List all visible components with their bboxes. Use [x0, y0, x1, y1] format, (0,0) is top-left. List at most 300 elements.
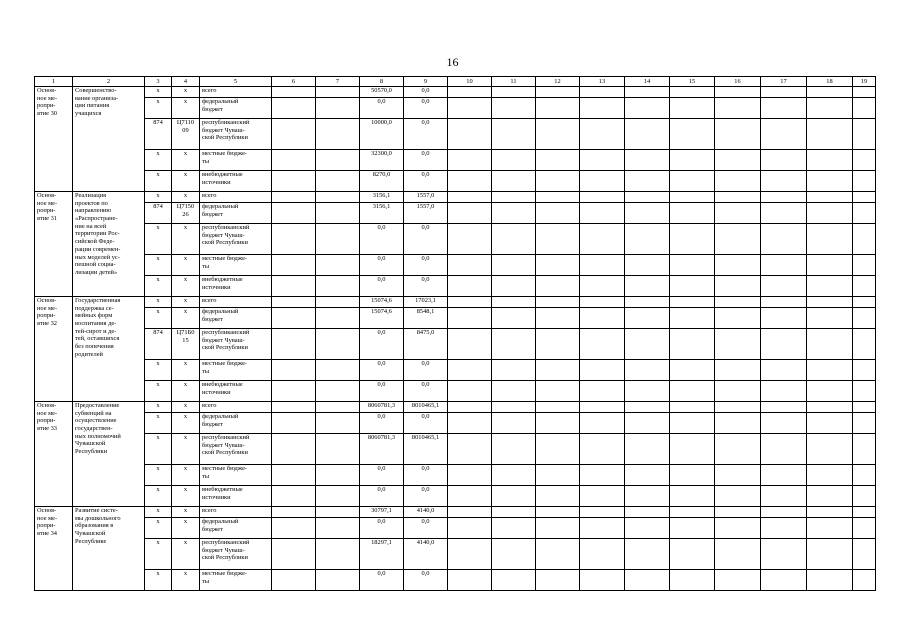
empty-cell: [448, 486, 492, 507]
target-article-cell: x: [172, 150, 200, 171]
empty-cell: [625, 486, 670, 507]
empty-cell: [316, 539, 360, 570]
year-value-cell: 8270,0: [360, 171, 404, 192]
year-value-cell: 15074,6: [360, 297, 404, 308]
empty-cell: [580, 486, 625, 507]
year-value-cell: 50570,0: [360, 87, 404, 98]
grbs-cell: x: [145, 255, 172, 276]
empty-cell: [670, 381, 715, 402]
event-number-cell: Основ- ное ме- ропри- ятие 30: [35, 87, 73, 192]
empty-cell: [807, 87, 853, 98]
year-value-cell: 0,0: [360, 255, 404, 276]
empty-cell: [536, 150, 580, 171]
empty-cell: [492, 539, 536, 570]
empty-cell: [272, 87, 316, 98]
target-article-cell: x: [172, 413, 200, 434]
empty-cell: [536, 171, 580, 192]
empty-cell: [853, 98, 876, 119]
year-value-cell: 0,0: [360, 413, 404, 434]
empty-cell: [272, 570, 316, 591]
table-row: [35, 224, 876, 255]
funding-source-cell: всего: [200, 192, 272, 203]
funding-source-cell: республиканский бюджет Чуваш- ской Республики: [200, 539, 272, 570]
empty-cell: [316, 255, 360, 276]
empty-cell: [492, 486, 536, 507]
empty-cell: [492, 381, 536, 402]
year-value-cell: 0,0: [360, 360, 404, 381]
empty-cell: [625, 434, 670, 465]
year-value-cell: 1557,0: [404, 203, 448, 224]
empty-cell: [536, 203, 580, 224]
empty-cell: [448, 381, 492, 402]
empty-cell: [625, 381, 670, 402]
table-row: [35, 465, 876, 486]
empty-cell: [492, 87, 536, 98]
empty-cell: [492, 434, 536, 465]
empty-cell: [492, 119, 536, 150]
grbs-cell: x: [145, 98, 172, 119]
year-value-cell: 3156,1: [360, 192, 404, 203]
empty-cell: [715, 203, 761, 224]
grbs-cell: x: [145, 507, 172, 518]
column-number: 10: [448, 77, 492, 87]
empty-cell: [670, 465, 715, 486]
empty-cell: [580, 276, 625, 297]
empty-cell: [448, 192, 492, 203]
funding-source-cell: республиканский бюджет Чуваш- ской Республики: [200, 119, 272, 150]
target-article-cell: x: [172, 381, 200, 402]
empty-cell: [761, 434, 807, 465]
empty-cell: [807, 255, 853, 276]
empty-cell: [316, 276, 360, 297]
year-value-cell: 4140,0: [404, 507, 448, 518]
empty-cell: [316, 486, 360, 507]
year-value-cell: 8060781,3: [360, 402, 404, 413]
funding-source-cell: республиканский бюджет Чуваш- ской Республики: [200, 329, 272, 360]
empty-cell: [670, 434, 715, 465]
grbs-cell: x: [145, 518, 172, 539]
empty-cell: [761, 276, 807, 297]
grbs-cell: x: [145, 224, 172, 255]
year-value-cell: 0,0: [360, 329, 404, 360]
year-value-cell: 0,0: [404, 119, 448, 150]
event-name-cell: Совершенство- вание организа- ции питания учащихся: [73, 87, 145, 192]
year-value-cell: 10000,0: [360, 119, 404, 150]
column-number: 11: [492, 77, 536, 87]
empty-cell: [580, 171, 625, 192]
empty-cell: [316, 518, 360, 539]
empty-cell: [580, 518, 625, 539]
empty-cell: [625, 87, 670, 98]
funding-source-cell: внебюджетные источники: [200, 486, 272, 507]
empty-cell: [492, 308, 536, 329]
table-row: [35, 276, 876, 297]
empty-cell: [448, 98, 492, 119]
empty-cell: [853, 329, 876, 360]
empty-cell: [853, 381, 876, 402]
empty-cell: [670, 486, 715, 507]
empty-cell: [272, 192, 316, 203]
column-number: 17: [761, 77, 807, 87]
empty-cell: [316, 308, 360, 329]
table-row: [35, 402, 876, 413]
empty-cell: [761, 203, 807, 224]
year-value-cell: 0,0: [360, 570, 404, 591]
column-number: 16: [715, 77, 761, 87]
empty-cell: [580, 308, 625, 329]
table-row: [35, 381, 876, 402]
grbs-cell: x: [145, 297, 172, 308]
column-number-row: [35, 77, 876, 87]
empty-cell: [761, 329, 807, 360]
empty-cell: [715, 192, 761, 203]
column-number: 14: [625, 77, 670, 87]
empty-cell: [492, 224, 536, 255]
target-article-cell: x: [172, 308, 200, 329]
empty-cell: [715, 308, 761, 329]
grbs-cell: x: [145, 570, 172, 591]
grbs-cell: x: [145, 276, 172, 297]
empty-cell: [316, 224, 360, 255]
empty-cell: [536, 518, 580, 539]
year-value-cell: 0,0: [360, 381, 404, 402]
empty-cell: [272, 276, 316, 297]
empty-cell: [807, 171, 853, 192]
empty-cell: [492, 297, 536, 308]
empty-cell: [807, 518, 853, 539]
empty-cell: [715, 297, 761, 308]
empty-cell: [807, 570, 853, 591]
year-value-cell: 0,0: [360, 224, 404, 255]
empty-cell: [536, 192, 580, 203]
empty-cell: [625, 402, 670, 413]
empty-cell: [536, 360, 580, 381]
empty-cell: [448, 276, 492, 297]
funding-source-cell: внебюджетные источники: [200, 381, 272, 402]
empty-cell: [272, 360, 316, 381]
year-value-cell: 0,0: [404, 413, 448, 434]
empty-cell: [670, 224, 715, 255]
empty-cell: [448, 507, 492, 518]
empty-cell: [580, 434, 625, 465]
empty-cell: [853, 87, 876, 98]
funding-source-cell: федеральный бюджет: [200, 203, 272, 224]
empty-cell: [316, 507, 360, 518]
empty-cell: [492, 507, 536, 518]
target-article-cell: x: [172, 434, 200, 465]
empty-cell: [316, 360, 360, 381]
empty-cell: [580, 413, 625, 434]
empty-cell: [715, 518, 761, 539]
empty-cell: [536, 276, 580, 297]
event-number-cell: Основ- ное ме- ропри- ятие 32: [35, 297, 73, 402]
empty-cell: [625, 255, 670, 276]
empty-cell: [580, 87, 625, 98]
grbs-cell: x: [145, 87, 172, 98]
empty-cell: [580, 329, 625, 360]
column-number: 6: [272, 77, 316, 87]
empty-cell: [492, 255, 536, 276]
empty-cell: [625, 308, 670, 329]
empty-cell: [448, 255, 492, 276]
empty-cell: [761, 413, 807, 434]
empty-cell: [761, 507, 807, 518]
empty-cell: [853, 507, 876, 518]
empty-cell: [625, 507, 670, 518]
empty-cell: [853, 224, 876, 255]
event-number-cell: Основ- ное ме- ропри- ятие 33: [35, 402, 73, 507]
empty-cell: [715, 98, 761, 119]
empty-cell: [580, 570, 625, 591]
funding-source-cell: федеральный бюджет: [200, 413, 272, 434]
empty-cell: [853, 150, 876, 171]
year-value-cell: 0,0: [404, 518, 448, 539]
event-number-cell: Основ- ное ме- ропри- ятие 31: [35, 192, 73, 297]
funding-source-cell: внебюджетные источники: [200, 276, 272, 297]
empty-cell: [580, 255, 625, 276]
empty-cell: [853, 360, 876, 381]
empty-cell: [761, 98, 807, 119]
table-row: [35, 192, 876, 203]
empty-cell: [807, 98, 853, 119]
target-article-cell: x: [172, 360, 200, 381]
year-value-cell: 0,0: [404, 255, 448, 276]
year-value-cell: 0,0: [360, 276, 404, 297]
event-name-cell: Реализация проектов по направлению «Распростране- ние на всей территории Рос- сийской Феде- рации современ- ных моделей ус- пешной социа- лизации детей»: [73, 192, 145, 297]
empty-cell: [492, 570, 536, 591]
empty-cell: [536, 329, 580, 360]
column-number: 7: [316, 77, 360, 87]
grbs-cell: x: [145, 539, 172, 570]
table-row: [35, 486, 876, 507]
empty-cell: [272, 297, 316, 308]
empty-cell: [536, 87, 580, 98]
empty-cell: [761, 486, 807, 507]
empty-cell: [853, 518, 876, 539]
target-article-cell: x: [172, 507, 200, 518]
empty-cell: [807, 192, 853, 203]
empty-cell: [492, 329, 536, 360]
empty-cell: [316, 87, 360, 98]
year-value-cell: 3156,1: [360, 203, 404, 224]
empty-cell: [272, 98, 316, 119]
table-row: [35, 203, 876, 224]
empty-cell: [853, 297, 876, 308]
empty-cell: [761, 402, 807, 413]
table-row: [35, 518, 876, 539]
empty-cell: [670, 171, 715, 192]
column-number: 5: [200, 77, 272, 87]
empty-cell: [853, 203, 876, 224]
empty-cell: [536, 570, 580, 591]
empty-cell: [492, 465, 536, 486]
funding-source-cell: местные бюдже- ты: [200, 150, 272, 171]
empty-cell: [670, 150, 715, 171]
empty-cell: [807, 119, 853, 150]
empty-cell: [625, 539, 670, 570]
empty-cell: [272, 119, 316, 150]
empty-cell: [492, 192, 536, 203]
empty-cell: [761, 297, 807, 308]
table-row: [35, 87, 876, 98]
empty-cell: [316, 119, 360, 150]
table-row: [35, 98, 876, 119]
target-article-cell: x: [172, 297, 200, 308]
grbs-cell: x: [145, 381, 172, 402]
empty-cell: [536, 402, 580, 413]
funding-source-cell: местные бюдже- ты: [200, 570, 272, 591]
grbs-cell: x: [145, 308, 172, 329]
year-value-cell: 0,0: [404, 465, 448, 486]
empty-cell: [580, 360, 625, 381]
empty-cell: [536, 98, 580, 119]
empty-cell: [807, 150, 853, 171]
empty-cell: [492, 360, 536, 381]
target-article-cell: x: [172, 465, 200, 486]
target-article-cell: x: [172, 402, 200, 413]
empty-cell: [625, 276, 670, 297]
empty-cell: [448, 224, 492, 255]
empty-cell: [670, 192, 715, 203]
empty-cell: [272, 413, 316, 434]
empty-cell: [761, 539, 807, 570]
empty-cell: [272, 381, 316, 402]
empty-cell: [853, 434, 876, 465]
year-value-cell: 8475,0: [404, 329, 448, 360]
funding-source-cell: республиканский бюджет Чуваш- ской Республики: [200, 434, 272, 465]
empty-cell: [316, 413, 360, 434]
empty-cell: [807, 224, 853, 255]
target-article-cell: x: [172, 539, 200, 570]
year-value-cell: 17023,1: [404, 297, 448, 308]
year-value-cell: 8010465,1: [404, 434, 448, 465]
empty-cell: [853, 539, 876, 570]
empty-cell: [715, 276, 761, 297]
grbs-cell: x: [145, 434, 172, 465]
empty-cell: [625, 297, 670, 308]
empty-cell: [715, 87, 761, 98]
empty-cell: [536, 486, 580, 507]
empty-cell: [715, 360, 761, 381]
event-name-cell: Государственная поддержка се- мейных форм воспитания де- тей-сирот и де- тей, оставшихся без попечения родителей: [73, 297, 145, 402]
year-value-cell: 32300,0: [360, 150, 404, 171]
empty-cell: [670, 413, 715, 434]
table-row: [35, 255, 876, 276]
empty-cell: [580, 192, 625, 203]
year-value-cell: 0,0: [360, 518, 404, 539]
empty-cell: [670, 87, 715, 98]
empty-cell: [715, 434, 761, 465]
funding-source-cell: республиканский бюджет Чуваш- ской Республики: [200, 224, 272, 255]
column-number: 4: [172, 77, 200, 87]
empty-cell: [536, 434, 580, 465]
empty-cell: [807, 465, 853, 486]
empty-cell: [715, 486, 761, 507]
empty-cell: [492, 276, 536, 297]
empty-cell: [625, 192, 670, 203]
empty-cell: [580, 224, 625, 255]
empty-cell: [761, 87, 807, 98]
year-value-cell: 4140,0: [404, 539, 448, 570]
column-number: 15: [670, 77, 715, 87]
grbs-cell: x: [145, 465, 172, 486]
empty-cell: [670, 297, 715, 308]
table-row: [35, 150, 876, 171]
empty-cell: [448, 329, 492, 360]
target-article-cell: x: [172, 276, 200, 297]
column-number: 2: [73, 77, 145, 87]
funding-source-cell: местные бюдже- ты: [200, 255, 272, 276]
target-article-cell: x: [172, 98, 200, 119]
empty-cell: [761, 308, 807, 329]
grbs-cell: x: [145, 171, 172, 192]
year-value-cell: 1557,0: [404, 192, 448, 203]
empty-cell: [448, 360, 492, 381]
empty-cell: [807, 507, 853, 518]
empty-cell: [807, 434, 853, 465]
empty-cell: [761, 381, 807, 402]
empty-cell: [853, 486, 876, 507]
empty-cell: [580, 507, 625, 518]
empty-cell: [536, 539, 580, 570]
funding-source-cell: всего: [200, 507, 272, 518]
empty-cell: [625, 570, 670, 591]
empty-cell: [853, 276, 876, 297]
empty-cell: [536, 255, 580, 276]
funding-source-cell: всего: [200, 402, 272, 413]
table-row: [35, 507, 876, 518]
grbs-cell: x: [145, 360, 172, 381]
empty-cell: [761, 150, 807, 171]
empty-cell: [272, 402, 316, 413]
empty-cell: [715, 570, 761, 591]
empty-cell: [316, 465, 360, 486]
target-article-cell: x: [172, 87, 200, 98]
funding-source-cell: всего: [200, 297, 272, 308]
empty-cell: [580, 119, 625, 150]
empty-cell: [807, 539, 853, 570]
empty-cell: [448, 150, 492, 171]
target-article-cell: x: [172, 518, 200, 539]
empty-cell: [492, 413, 536, 434]
column-number: 3: [145, 77, 172, 87]
empty-cell: [807, 329, 853, 360]
year-value-cell: 8548,1: [404, 308, 448, 329]
empty-cell: [448, 413, 492, 434]
empty-cell: [853, 171, 876, 192]
funding-source-cell: местные бюдже- ты: [200, 465, 272, 486]
empty-cell: [853, 308, 876, 329]
target-article-cell: x: [172, 192, 200, 203]
year-value-cell: 0,0: [360, 98, 404, 119]
empty-cell: [580, 381, 625, 402]
empty-cell: [448, 297, 492, 308]
empty-cell: [807, 276, 853, 297]
empty-cell: [316, 171, 360, 192]
year-value-cell: 8010465,1: [404, 402, 448, 413]
grbs-cell: x: [145, 402, 172, 413]
empty-cell: [853, 119, 876, 150]
empty-cell: [448, 171, 492, 192]
empty-cell: [715, 465, 761, 486]
table-row: [35, 297, 876, 308]
target-article-cell: x: [172, 486, 200, 507]
empty-cell: [316, 329, 360, 360]
empty-cell: [807, 297, 853, 308]
empty-cell: [807, 402, 853, 413]
empty-cell: [670, 276, 715, 297]
year-value-cell: 15074,6: [360, 308, 404, 329]
